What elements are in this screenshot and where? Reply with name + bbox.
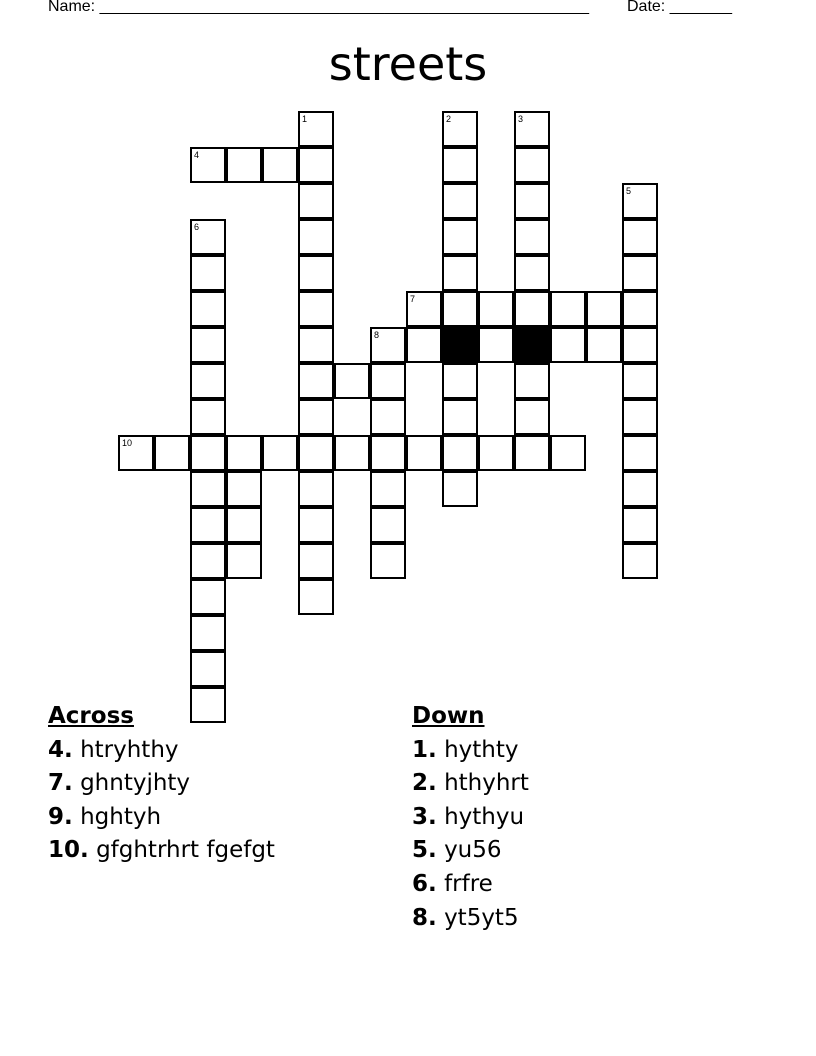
grid-cell[interactable] [226, 543, 262, 579]
grid-cell[interactable] [514, 147, 550, 183]
grid-cell[interactable] [298, 507, 334, 543]
grid-cell[interactable] [622, 399, 658, 435]
name-field-line: Name: _______________________________________________________ [48, 0, 589, 15]
clue-down [412, 868, 529, 902]
clue-number: 6. [412, 870, 437, 897]
grid-cell[interactable] [622, 291, 658, 327]
grid-cell[interactable] [442, 255, 478, 291]
clue-down [412, 801, 529, 835]
grid-cell[interactable] [442, 291, 478, 327]
date-field-line: Date: _______ [627, 0, 732, 15]
grid-cell[interactable] [298, 147, 334, 183]
grid-cell[interactable] [298, 435, 334, 471]
clue-text: yt5yt5 [444, 904, 519, 931]
grid-cell[interactable] [514, 291, 550, 327]
across-heading: Across [48, 703, 134, 729]
clue-down [412, 834, 529, 868]
grid-cell[interactable] [622, 543, 658, 579]
clue-number: 8. [412, 904, 437, 931]
grid-cell[interactable] [298, 399, 334, 435]
clue-text: hthyhrt [444, 770, 529, 797]
grid-cell[interactable] [514, 111, 550, 147]
grid-cell[interactable] [550, 435, 586, 471]
grid-cell[interactable] [550, 291, 586, 327]
grid-cell[interactable] [622, 183, 658, 219]
grid-cell[interactable] [406, 435, 442, 471]
grid-cell[interactable] [622, 327, 658, 363]
grid-cell[interactable] [442, 471, 478, 507]
grid-cell[interactable] [190, 651, 226, 687]
grid-cell[interactable] [550, 327, 586, 363]
cell-number: 1 [302, 114, 308, 124]
cell-number: 2 [446, 114, 452, 124]
grid-cell[interactable] [298, 543, 334, 579]
clue-across [48, 834, 275, 868]
page-title: streets [328, 37, 488, 91]
cell-number: 10 [122, 438, 133, 448]
grid-cell[interactable] [190, 435, 226, 471]
clue-number: 1. [412, 736, 437, 763]
grid-cell[interactable] [190, 291, 226, 327]
clue-number: 4. [48, 736, 73, 763]
grid-cell[interactable] [190, 363, 226, 399]
black-cell [442, 327, 478, 363]
grid-cell[interactable] [442, 219, 478, 255]
grid-cell[interactable] [478, 435, 514, 471]
clue-number: 10. [48, 837, 89, 864]
grid-cell[interactable] [514, 399, 550, 435]
grid-cell[interactable] [226, 471, 262, 507]
grid-cell[interactable] [190, 507, 226, 543]
grid-cell[interactable] [190, 399, 226, 435]
grid-cell[interactable] [226, 435, 262, 471]
grid-cell[interactable] [370, 399, 406, 435]
grid-cell[interactable] [442, 183, 478, 219]
clue-text: hythyu [444, 803, 525, 830]
grid-cell[interactable] [586, 291, 622, 327]
grid-cell[interactable] [622, 219, 658, 255]
clue-down [412, 902, 529, 936]
cell-number: 3 [518, 114, 524, 124]
down-heading: Down [412, 703, 485, 729]
grid-cell[interactable] [622, 363, 658, 399]
clue-text: frfre [444, 870, 493, 897]
clue-text: gfghtrhrt fgefgt [96, 837, 275, 864]
grid-cell[interactable] [478, 291, 514, 327]
grid-cell[interactable] [514, 255, 550, 291]
grid-cell[interactable] [226, 507, 262, 543]
grid-cell[interactable] [262, 435, 298, 471]
grid-cell[interactable] [478, 327, 514, 363]
grid-cell[interactable] [190, 543, 226, 579]
grid-cell[interactable] [298, 471, 334, 507]
grid-cell[interactable] [370, 471, 406, 507]
cell-number: 5 [626, 186, 632, 196]
grid-cell[interactable] [334, 363, 370, 399]
down-clues [412, 700, 529, 935]
grid-cell[interactable] [370, 327, 406, 363]
clue-text: ghntyjhty [80, 770, 191, 797]
cell-number: 8 [374, 330, 380, 340]
clue-down [412, 734, 529, 768]
grid-cell[interactable] [514, 219, 550, 255]
clue-across [48, 767, 275, 801]
across-clues [48, 700, 275, 868]
grid-cell[interactable] [442, 363, 478, 399]
grid-cell[interactable] [334, 435, 370, 471]
grid-cell[interactable] [406, 291, 442, 327]
grid-cell[interactable] [370, 435, 406, 471]
grid-cell[interactable] [190, 579, 226, 615]
clue-text: hghtyh [80, 803, 162, 830]
clue-number: 3. [412, 803, 437, 830]
grid-cell[interactable] [370, 507, 406, 543]
cell-number: 4 [194, 150, 200, 160]
grid-cell[interactable] [298, 291, 334, 327]
grid-cell[interactable] [370, 543, 406, 579]
grid-cell[interactable] [262, 147, 298, 183]
clue-number: 7. [48, 770, 73, 797]
grid-cell[interactable] [226, 147, 262, 183]
grid-cell[interactable] [622, 255, 658, 291]
grid-cell[interactable] [622, 435, 658, 471]
grid-cell[interactable] [406, 327, 442, 363]
black-cell [514, 327, 550, 363]
grid-cell[interactable] [622, 507, 658, 543]
grid-cell[interactable] [514, 363, 550, 399]
cell-number: 6 [194, 222, 200, 232]
clue-text: hythty [444, 736, 519, 763]
clue-across [48, 734, 275, 768]
grid-cell[interactable] [370, 363, 406, 399]
grid-cell[interactable] [154, 435, 190, 471]
grid-cell[interactable] [442, 435, 478, 471]
clue-text: yu56 [444, 837, 502, 864]
grid-cell[interactable] [190, 327, 226, 363]
clue-number: 5. [412, 837, 437, 864]
grid-cell[interactable] [190, 471, 226, 507]
grid-cell[interactable] [514, 435, 550, 471]
grid-cell[interactable] [442, 147, 478, 183]
grid-cell[interactable] [190, 255, 226, 291]
grid-cell[interactable] [298, 219, 334, 255]
cell-number: 7 [410, 294, 416, 304]
grid-cell[interactable] [586, 327, 622, 363]
grid-cell[interactable] [298, 111, 334, 147]
grid-cell[interactable] [442, 111, 478, 147]
clue-across [48, 801, 275, 835]
grid-cell[interactable] [442, 399, 478, 435]
grid-cell[interactable] [514, 183, 550, 219]
grid-cell[interactable] [298, 327, 334, 363]
clue-number: 2. [412, 770, 437, 797]
grid-cell[interactable] [298, 579, 334, 615]
grid-cell[interactable] [118, 435, 154, 471]
grid-cell[interactable] [298, 363, 334, 399]
clue-text: htryhthy [80, 736, 179, 763]
grid-cell[interactable] [298, 183, 334, 219]
grid-cell[interactable] [622, 471, 658, 507]
grid-cell[interactable] [298, 255, 334, 291]
grid-cell[interactable] [190, 219, 226, 255]
grid-cell[interactable] [190, 147, 226, 183]
grid-cell[interactable] [190, 615, 226, 651]
clue-down [412, 767, 529, 801]
clue-number: 9. [48, 803, 73, 830]
